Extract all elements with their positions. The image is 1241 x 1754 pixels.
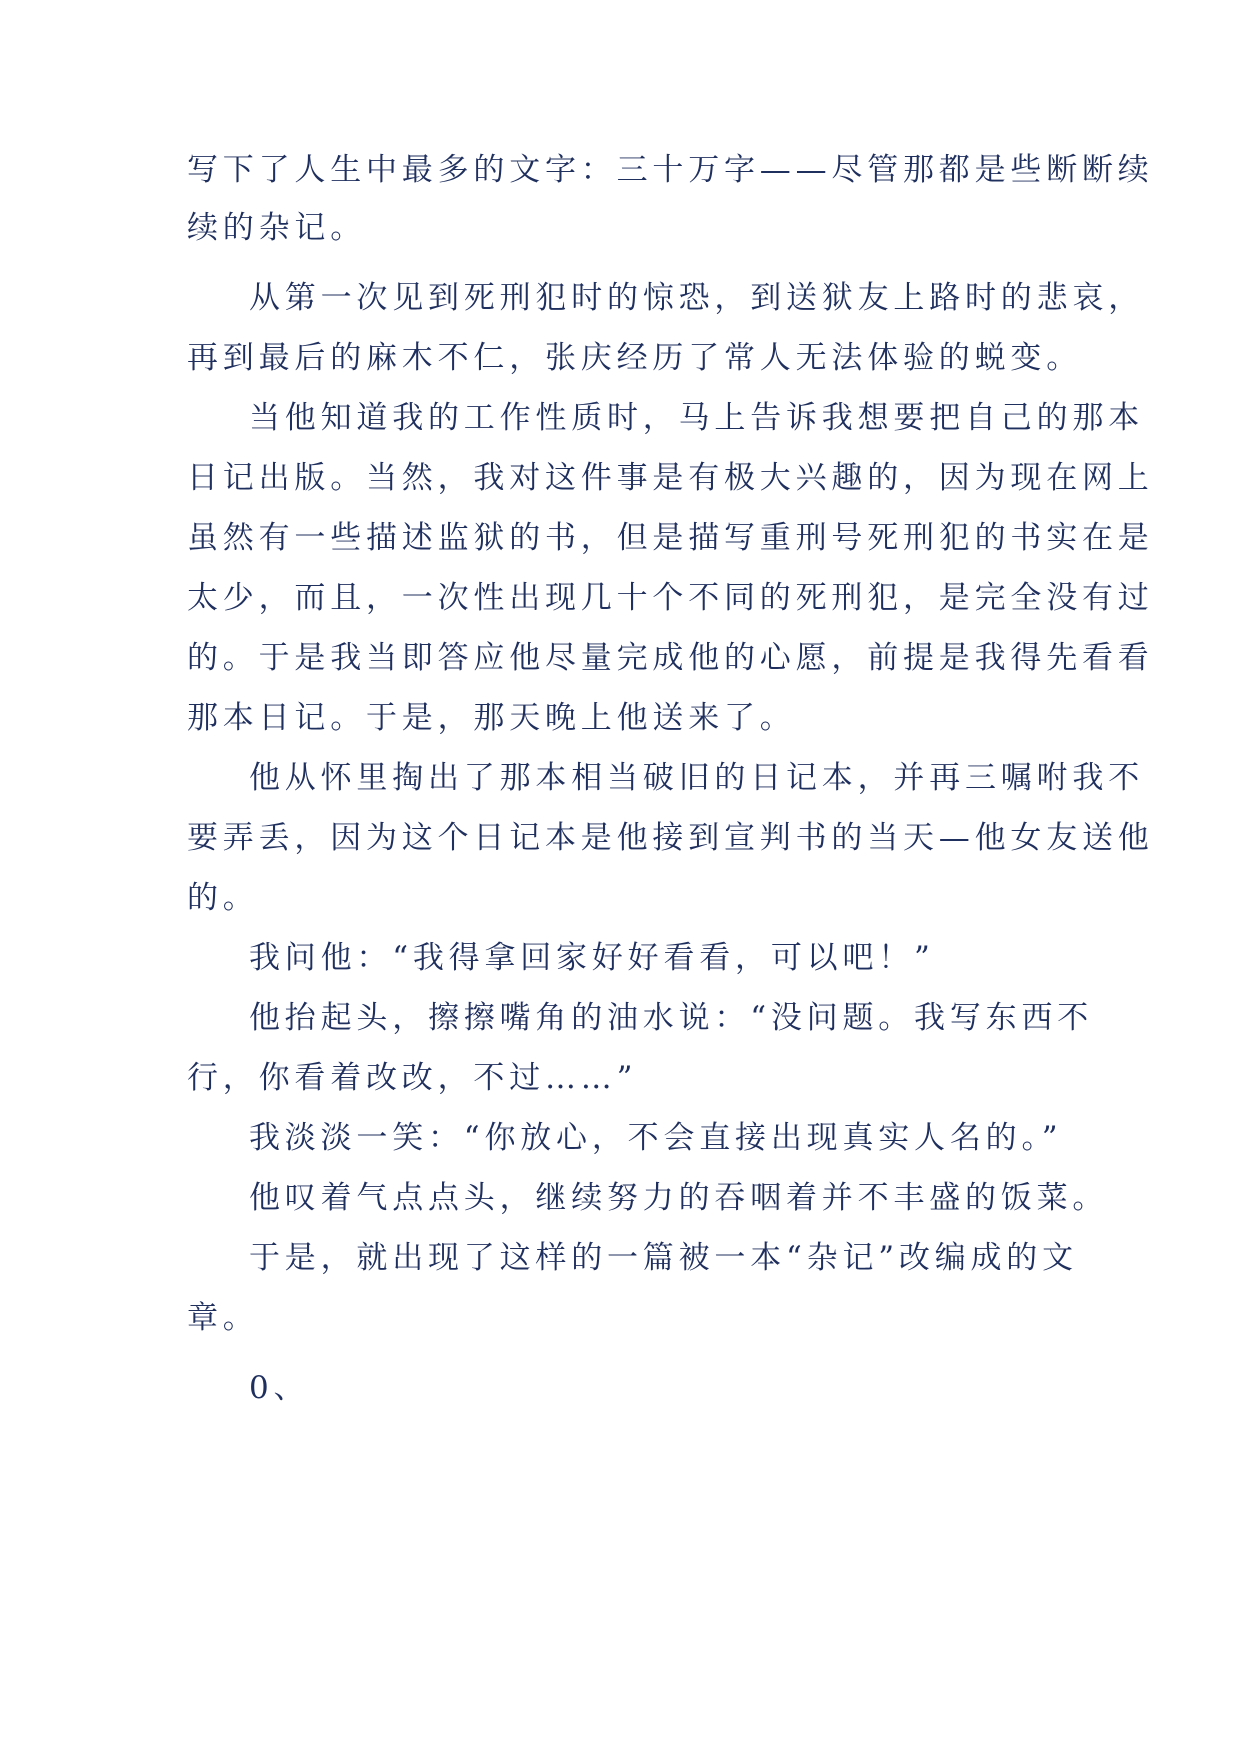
text-line: 写下了人生中最多的文字：三十万字——尽管那都是些断断续	[187, 152, 1154, 188]
text-line: 要弄丢，因为这个日记本是他接到宣判书的当天—他女友送他	[187, 820, 1154, 856]
text-line: 于是，就出现了这样的一篇被一本“杂记”改编成的文	[249, 1240, 1078, 1276]
text-line: 他抬起头，擦擦嘴角的油水说：“没问题。我写东西不	[249, 1000, 1094, 1036]
text-line: 的。	[187, 880, 259, 916]
text-line: 日记出版。当然，我对这件事是有极大兴趣的，因为现在网上	[187, 460, 1154, 496]
text-line: 虽然有一些描述监狱的书，但是描写重刑号死刑犯的书实在是	[187, 520, 1154, 556]
text-line: 章。	[187, 1300, 259, 1336]
text-line: 再到最后的麻木不仁，张庆经历了常人无法体验的蜕变。	[187, 340, 1082, 376]
text-line: 我问他：“我得拿回家好好看看，可以吧！”	[249, 940, 935, 976]
text-line: 的。于是我当即答应他尽量完成他的心愿，前提是我得先看看	[187, 640, 1154, 676]
text-line: 他叹着气点点头，继续努力的吞咽着并不丰盛的饭菜。	[249, 1180, 1109, 1216]
text-line: 行，你看着改改，不过……”	[187, 1060, 638, 1096]
text-line: 当他知道我的工作性质时，马上告诉我想要把自己的那本	[249, 400, 1144, 436]
text-line: 0、	[249, 1370, 310, 1406]
text-line: 太少，而且，一次性出现几十个不同的死刑犯，是完全没有过	[187, 580, 1154, 616]
text-line: 那本日记。于是，那天晚上他送来了。	[187, 700, 796, 736]
text-line: 我淡淡一笑：“你放心，不会直接出现真实人名的。”	[249, 1120, 1063, 1156]
text-line: 他从怀里掏出了那本相当破旧的日记本，并再三嘱咐我不	[249, 760, 1144, 796]
text-line: 从第一次见到死刑犯时的惊恐，到送狱友上路时的悲哀，	[249, 280, 1144, 316]
text-line: 续的杂记。	[187, 210, 366, 246]
